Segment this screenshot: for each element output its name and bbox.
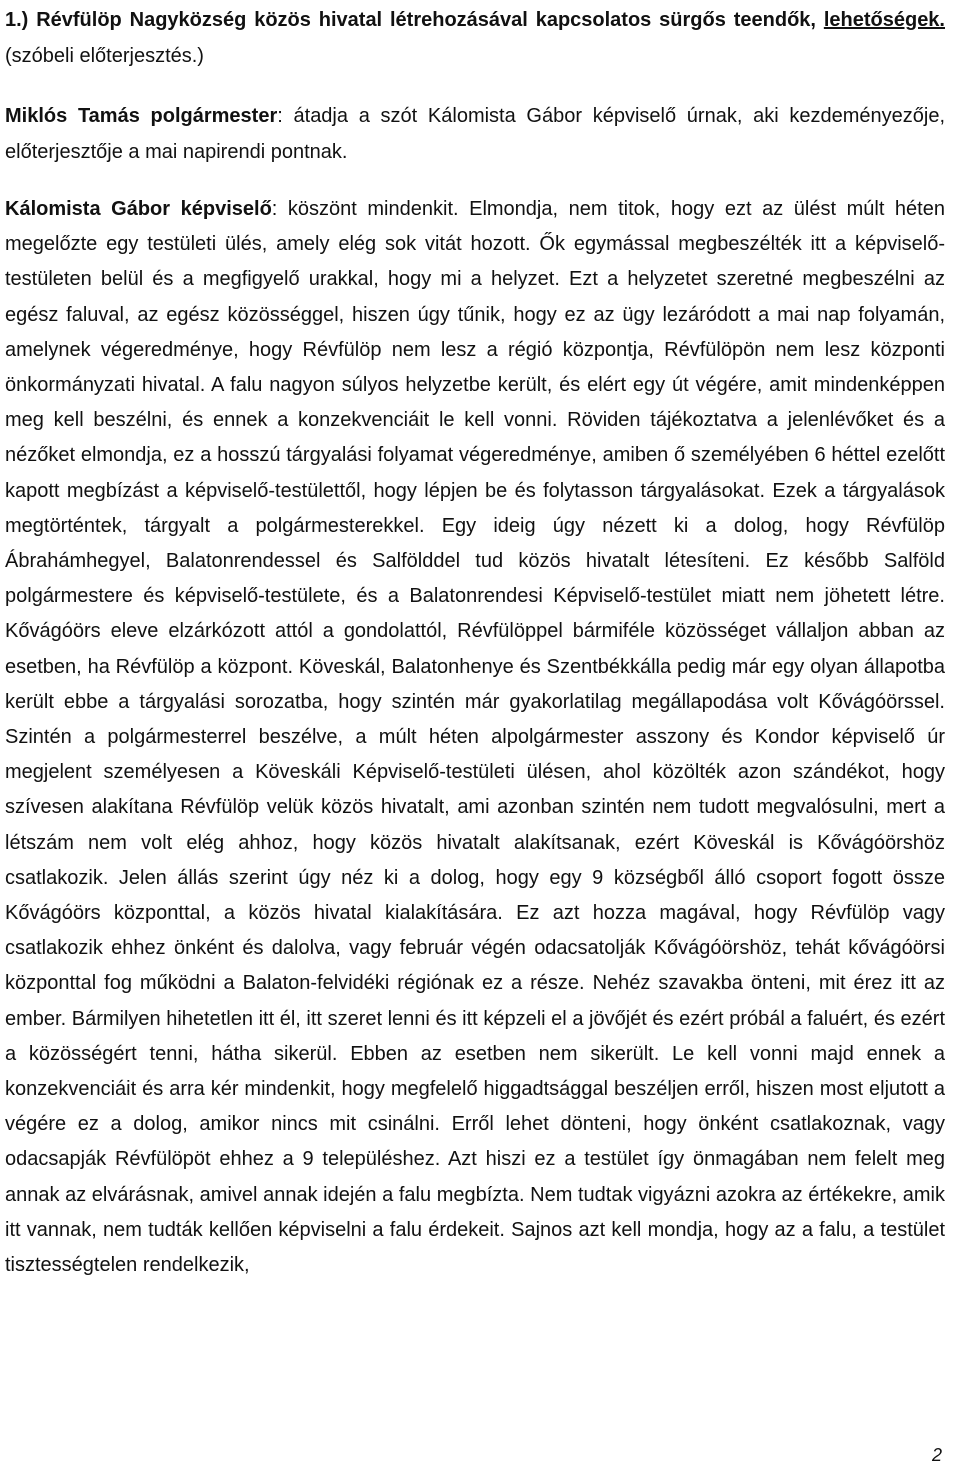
speaker-representative: Kálomista Gábor képviselő [5,198,272,220]
speaker-mayor: Miklós Tamás polgármester [5,105,278,127]
document-page [5,0,945,1283]
agenda-heading [5,0,945,74]
page-number: 2 [931,1445,942,1465]
agenda-number: 1.) [5,9,29,31]
speech-text: : köszönt mindenkit. Elmondja, nem titok, hogy ezt az ülést múlt héten megelőzte egy testületi ülés, amely elég sok vitát hozott. Ők egymással megbeszélték itt a képviselő-testületen belül és a megfigyelő urakkal, hogy mi a helyzet. Ezt a helyzetet szeretné megbeszélni az egész faluval, az egész közösséggel, hiszen úgy tűnik, hogy ez az ügy lezáródott a mai nap folyamán, amelynek végeredménye, hogy Révfülöp nem lesz a régió központja, Révfülöpön nem lesz központi önkormányzati hivatal. A falu nagyon súlyos helyzetbe került, és elért egy út végére, amit mindenképpen meg kell beszélni, és ennek a konzekvenciáit le kell vonni. Röviden tájékoztatva a jelenlévőket és a nézőket elmondja, ez a hosszú tárgyalási folyamat végeredménye, amiben ő személyében 6 héttel ezelőtt kapott megbízást a képviselő-testülettől, hogy lépjen be és folytasson tárgyalásokat. Ezek a tárgyalások megtörténtek, tárgyalt a polgármesterekkel. Egy ideig úgy nézett ki a dolog, hogy Révfülöp Ábrahámhegyel, Balatonrendessel és Salfölddel tud közös hivatalt létesíteni. Ez később Salföld polgármestere és képviselő-testülete, és a Balatonrendesi Képviselő-testület miatt nem jöhetett létre. Kővágóörs eleve elzárkózott attól a gondolattól, Révfülöppel bármiféle közösséget vállaljon abban az esetben, ha Révfülöp a központ. Köveskál, Balatonhenye és Szentbékkálla pedig már egy olyan állapotba került ebbe a tárgyalási sorozatba, hogy szintén már gyakorlatilag megállapodása volt Kővágóörssel. Szintén a polgármesterrel beszélve, a múlt héten alpolgármester asszony és Kondor képviselő úr megjelent személyesen a Köveskáli Képviselő-testületi ülésen, ahol közölték azon szándékot, hogy szívesen alakítana Révfülöp velük közös hivatalt, ami azonban szintén nem tudott megvalósulni, mert a létszám nem volt elég ahhoz, hogy közös hivatalt alakítsanak, ezért Köveskál is Kővágóörshöz csatlakozik. Jelen állás szerint úgy néz ki a dolog, hogy egy 9 községből álló csoport fogott össze Kővágóörs központtal, a közös hivatal kialakítására. Ez azt hozza magával, hogy Révfülöp vagy csatlakozik ehhez önként és dalolva, vagy február végén odacsatolják Kővágóörshöz, tehát kővágóörsi központtal fog működni a Balaton-felvidéki régiónak ez a része. Nehéz szavakba önteni, mit érez itt az ember. Bármilyen hihetetlen itt él, itt szeret lenni és itt képzeli el a jövőjét és ezért próbál a faluért, és ezért a közösségért tenni, hátha sikerül. Ebben az esetben nem sikerült. Le kell vonni majd ennek a konzekvenciáit és arra kér mindenkit, hogy megfelelő higgadtsággal beszéljen erről, hiszen most eljutott a végére ez a dolog, amikor nincs mit csinálni. Erről lehet dönteni, hogy önként csatlakoznak, vagy odacsapják Révfülöpöt ehhez a 9 településhez. Azt hiszi ez a testület így önmagában nem felelt meg annak az elvárásnak, amivel annak idején a falu megbízta. Nem tudtak vigyázni azokra az értékekre, amik itt vannak, nem tudták kellően képviselni a falu érdekeit. Sajnos azt kell mondja, hogy az a falu, a testület tisztességtelen rendelkezik, [5,198,945,1277]
speech-paragraph [5,192,945,1283]
agenda-title: Révfülöp Nagyközség közös hivatal létrehozásával kapcsolatos sürgős teendők, [28,9,824,31]
intro-paragraph [5,98,945,170]
intro-text: : átadja a szót Kálomista Gábor képviselő úrnak, aki kezdeményezője, előterjesztője a mai napirendi pontnak. [5,105,946,163]
agenda-title-underlined: lehetőségek. [823,9,945,31]
agenda-note: (szóbeli előterjesztés.) [5,45,204,67]
